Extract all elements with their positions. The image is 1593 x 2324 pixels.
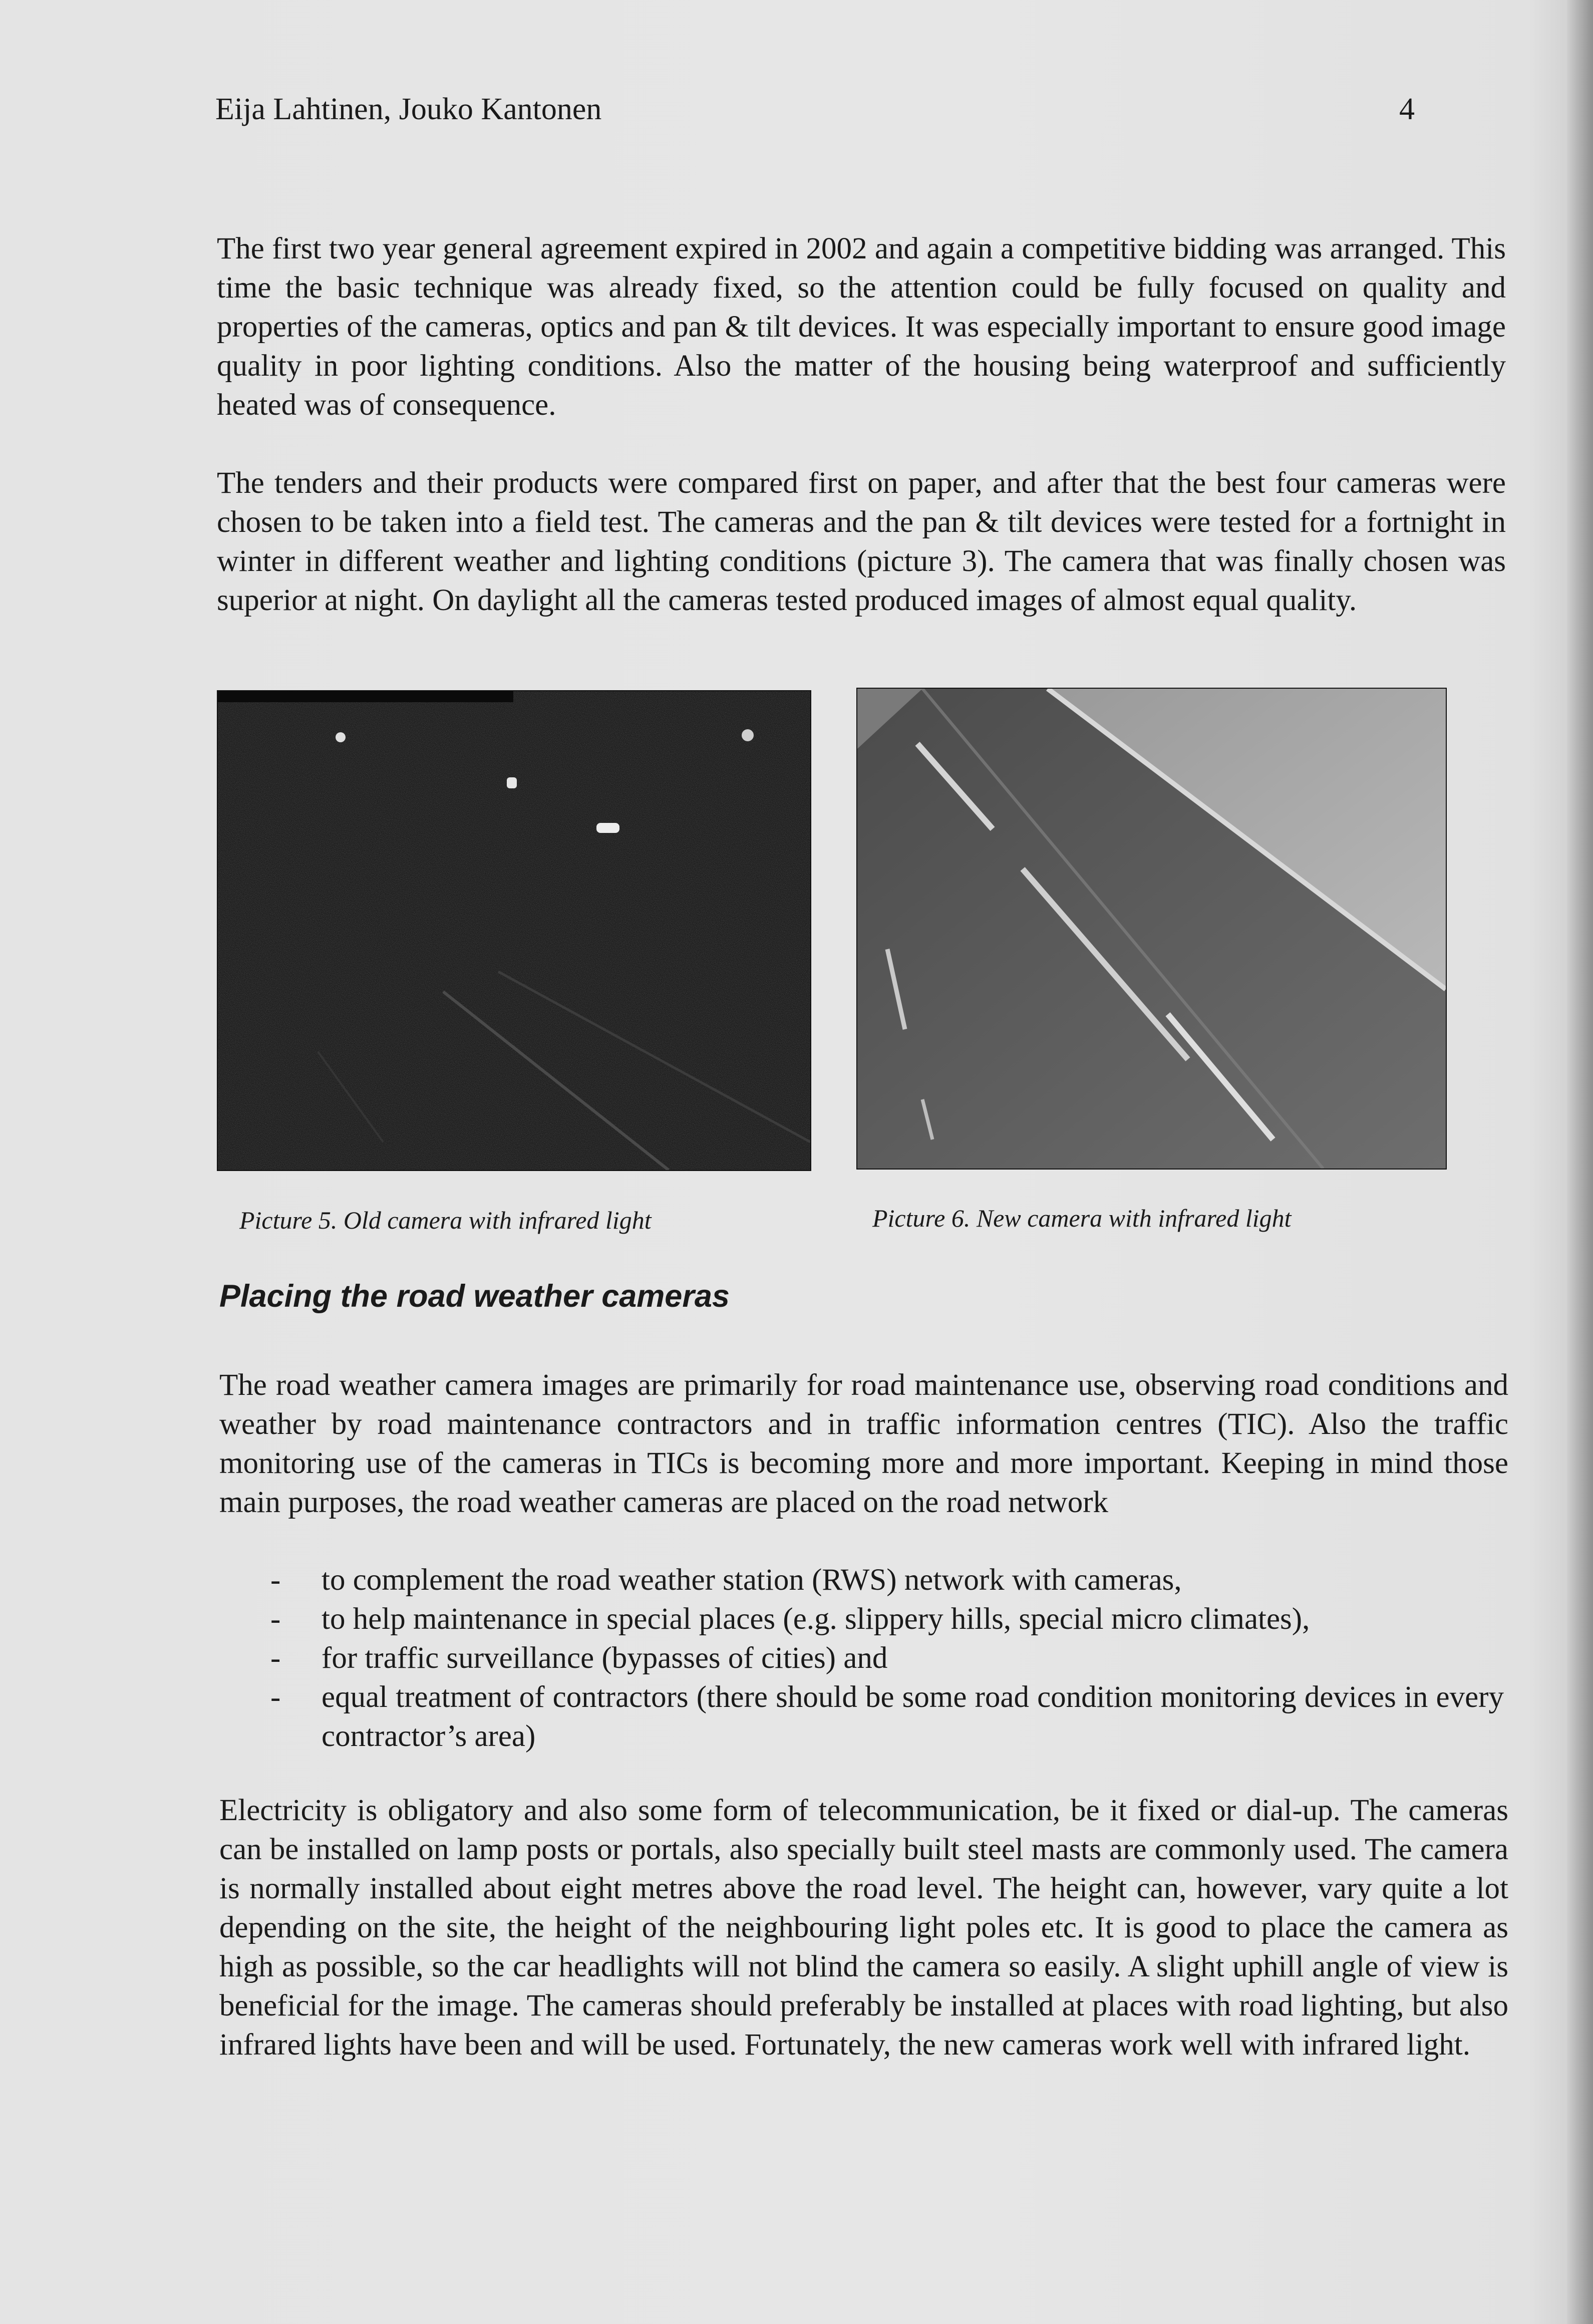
list-dash: - (270, 1563, 281, 1597)
picture-old-camera (217, 690, 811, 1171)
new-camera-image (857, 689, 1446, 1169)
caption-old-camera: Picture 5. Old camera with infrared light (239, 1206, 652, 1234)
paragraph-camera-purposes: The road weather camera images are primarily for road maintenance use, observing road conditions and weather by road maintenance contractors and in traffic information centres (TIC). Also the traffic monitoring use of the cameras in TICs is becoming more and more important. Keeping in mind those main purposes, the road weather cameras are placed on the road network (219, 1368, 1508, 1519)
old-camera-image (218, 691, 810, 1170)
placement-list (270, 1561, 1504, 1756)
list-item: - equal treatment of contractors (there should be some road condition monitoring devices in every contractor’s area) (270, 1678, 1504, 1756)
caption-new-camera: Picture 6. New camera with infrared light (872, 1204, 1292, 1232)
list-dash: - (270, 1602, 281, 1636)
list-item: - to complement the road weather station (RWS) network with cameras, (270, 1561, 1504, 1600)
page-edge-shadow (1567, 0, 1593, 2324)
page-number: 4 (1399, 92, 1415, 126)
paragraph-agreement: The first two year general agreement expired in 2002 and again a competitive bidding was arranged. This time the basic technique was already fixed, so the attention could be fully focused on quality and properties of the cameras, optics and pan & tilt devices. It was especially important to ensure good image quality in poor lighting conditions. Also the matter of the housing being waterproof and sufficiently heated was of consequence. (217, 232, 1506, 422)
section-heading: Placing the road weather cameras (219, 1279, 730, 1314)
list-item: - for traffic surveillance (bypasses of cities) and (270, 1639, 1504, 1678)
list-dash: - (270, 1641, 281, 1675)
list-item: - to help maintenance in special places (e.g. slippery hills, special micro climates), (270, 1600, 1504, 1639)
paragraph-installation: Electricity is obligatory and also some form of telecommunication, be it fixed or dial-up. The cameras can be installed on lamp posts or portals, also specially built steel masts are commonly used. The camera is normally installed about eight metres above the road level. The height can, however, vary quite a lot depending on the site, the height of the neighbouring light poles etc. It is good to place the camera as high as possible, so the car headlights will not blind the camera so easily. A slight uphill angle of view is beneficial for the image. The cameras should preferably be installed at places with road lighting, but also infrared lights have been and will be used. Fortunately, the new cameras work well with infrared light. (219, 1794, 1508, 2062)
header-author: Eija Lahtinen, Jouko Kantonen (215, 92, 602, 126)
list-dash: - (270, 1680, 281, 1714)
paragraph-field-test: The tenders and their products were compared first on paper, and after that the best four cameras were chosen to be taken into a field test. The cameras and the pan & tilt devices were tested for a fortnight in winter in different weather and lighting conditions (picture 3). The camera that was finally chosen was superior at night. On daylight all the cameras tested produced images of almost equal quality. (217, 466, 1506, 617)
picture-new-camera (856, 688, 1447, 1170)
